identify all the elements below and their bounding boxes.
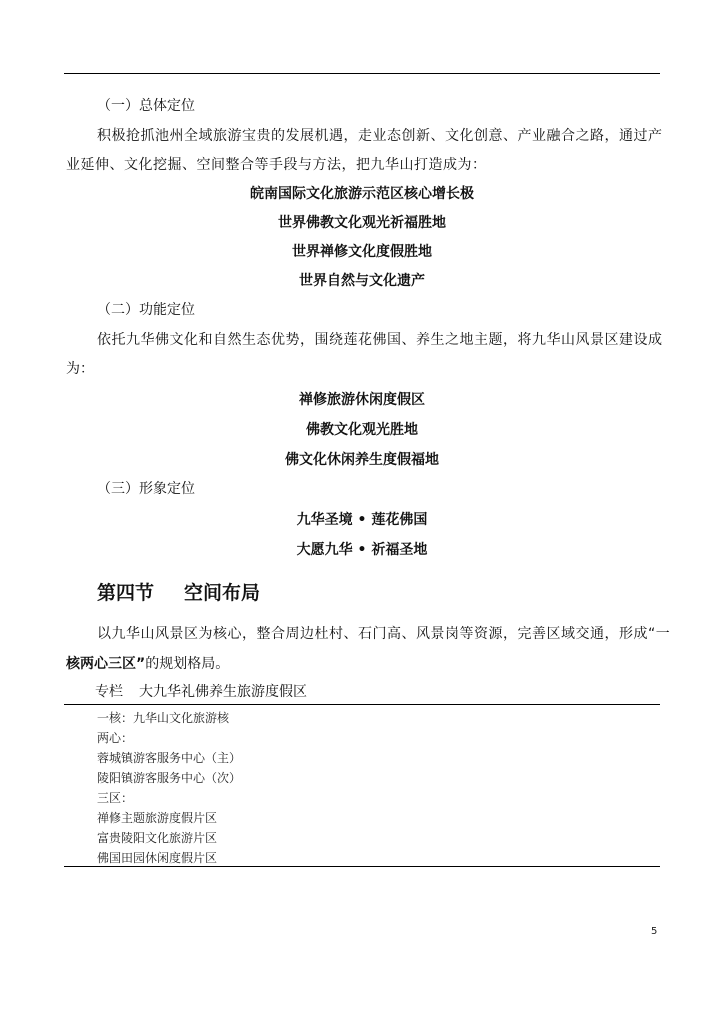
box-item-zone-chanxiu: 禅修主题旅游度假片区: [97, 811, 218, 825]
image-slogan-1: 九华圣境 • 莲花佛国: [296, 512, 428, 528]
overall-item-3: 世界禅修文化度假胜地: [292, 244, 432, 260]
paragraph-layout-line1: 以九华山风景区为核心，整合周边杜村、石门高、风景岗等资源，完善区域交通，形成“一: [97, 626, 671, 642]
page-number: 5: [651, 926, 658, 937]
image-slogan-2: 大愿九华 • 祈福圣地: [296, 542, 428, 558]
section-heading-image: （三）形象定位: [97, 481, 195, 497]
section-heading-overall: （一）总体定位: [97, 98, 195, 114]
column-box-label: 专栏: [95, 684, 123, 700]
box-item-center-lingyang: 陵阳镇游客服务中心（次）: [97, 771, 242, 785]
section-heading-function: （二）功能定位: [97, 302, 195, 318]
function-item-1: 禅修旅游休闲度假区: [299, 392, 425, 408]
column-box-caption: [95, 682, 307, 702]
section-title: [97, 578, 260, 605]
column-box-top-rule: [64, 704, 660, 705]
column-box-bottom-rule: [64, 866, 660, 867]
paragraph-layout-line2: [66, 654, 229, 674]
overall-item-2: 世界佛教文化观光祈福胜地: [278, 215, 446, 231]
paragraph-function-line2: 为：: [66, 361, 94, 377]
box-item-two-centers: 两心：: [97, 731, 134, 745]
box-item-three-zones: 三区：: [97, 791, 134, 805]
function-item-3: 佛文化休闲养生度假福地: [285, 452, 439, 468]
layout-pattern-rest: 的规划格局。: [145, 656, 230, 672]
overall-item-1: 皖南国际文化旅游示范区核心增长极: [250, 186, 474, 202]
box-item-core: 一核：九华山文化旅游核: [97, 711, 230, 725]
section-number: 第四节: [97, 582, 155, 604]
paragraph-overall-line1: 积极抢抓池州全域旅游宝贵的发展机遇，走业态创新、文化创意、产业融合之路，通过产: [97, 128, 663, 144]
box-item-zone-fugui: 富贵陵阳文化旅游片区: [97, 831, 218, 845]
column-box-title: 大九华礼佛养生旅游度假区: [139, 684, 307, 700]
overall-item-4: 世界自然与文化遗产: [299, 273, 425, 289]
function-item-2: 佛教文化观光胜地: [306, 422, 418, 438]
box-item-zone-foguo: 佛国田园休闲度假片区: [97, 851, 218, 865]
paragraph-overall-line2: 业延伸、文化挖掘、空间整合等手段与方法，把九华山打造成为：: [66, 157, 487, 173]
box-item-center-rongcheng: 蓉城镇游客服务中心（主）: [97, 751, 242, 765]
paragraph-function-line1: 依托九华佛文化和自然生态优势，围绕莲花佛国、养生之地主题，将九华山风景区建设成: [97, 332, 663, 348]
section-name: 空间布局: [184, 582, 261, 604]
header-rule: [64, 73, 660, 74]
layout-pattern-name: 核两心三区”: [66, 656, 146, 672]
